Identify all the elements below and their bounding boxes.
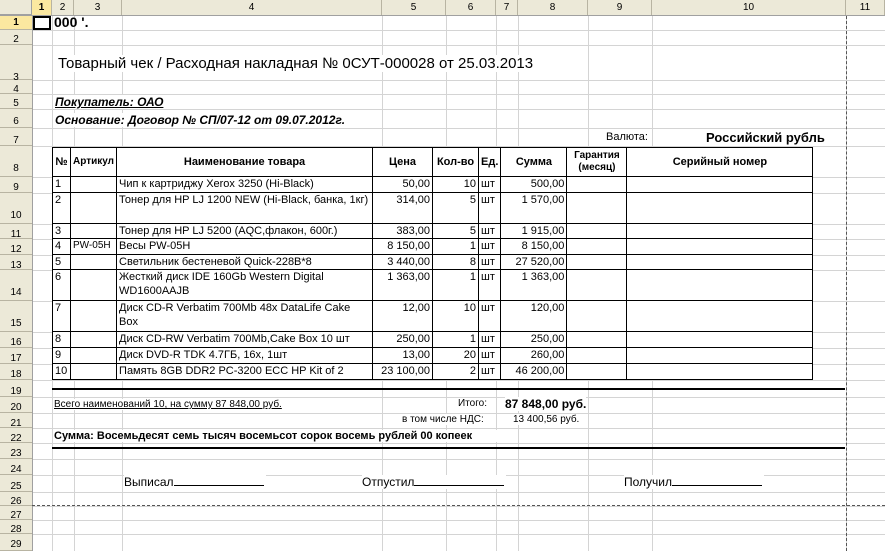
basis-line: Основание: Договор № СП/07-12 от 09.07.2012г. [55,113,346,127]
row-unit: шт [479,193,501,224]
column-header[interactable]: 9 [588,0,652,15]
row-header[interactable]: 12 [0,239,32,255]
row-qty: 8 [433,255,479,270]
page-break-line [32,505,885,506]
row-price: 50,00 [373,177,433,193]
vat-value: 13 400,56 руб. [513,414,580,425]
buyer-line: Покупатель: ОАО [55,95,164,109]
row-warranty [567,270,627,301]
row-header[interactable]: 2 [0,30,32,45]
row-num: 9 [53,348,71,364]
row-unit: шт [479,255,501,270]
row-serial [627,239,813,255]
column-header[interactable]: 6 [446,0,496,15]
separator-line [52,388,845,390]
row-warranty [567,301,627,332]
header-num: № [53,148,71,177]
row-article [71,364,117,380]
row-num: 3 [53,224,71,239]
table-row [53,255,813,270]
row-qty: 1 [433,332,479,348]
separator-line [52,447,845,449]
row-name: Чип к картриджу Xerox 3250 (Hi-Black) [117,177,373,193]
row-header[interactable]: 15 [0,301,32,332]
row-num: 4 [53,239,71,255]
row-article [71,348,117,364]
row-name: Тонер для HP LJ 5200 (AQC,флакон, 600г.) [117,224,373,239]
row-num: 5 [53,255,71,270]
row-header[interactable]: 20 [0,397,32,413]
signature-received [624,475,764,489]
row-article [71,224,117,239]
signature-released-label: Отпустил [362,475,415,489]
vat-label: в том числе НДС: [402,414,484,425]
row-header[interactable]: 26 [0,492,32,506]
currency-label: Валюта: [606,131,648,143]
row-sum: 250,00 [501,332,567,348]
row-serial [627,332,813,348]
header-price: Цена [373,148,433,177]
column-header[interactable]: 8 [518,0,588,15]
row-sum: 260,00 [501,348,567,364]
row-qty: 1 [433,239,479,255]
row-header[interactable]: 5 [0,94,32,109]
row-serial [627,224,813,239]
row-header[interactable]: 9 [0,177,32,193]
table-row [53,364,813,380]
page-title: Товарный чек / Расходная накладная № 0СУТ-000028 от 25.03.2013 [58,55,534,72]
header-unit: Ед. [479,148,501,177]
row-unit: шт [479,364,501,380]
row-qty: 1 [433,270,479,301]
column-header[interactable]: 11 [846,0,885,15]
row-sum: 46 200,00 [501,364,567,380]
table-row [53,193,813,224]
column-header[interactable]: 4 [122,0,382,15]
row-serial [627,177,813,193]
row-price: 1 363,00 [373,270,433,301]
row-qty: 2 [433,364,479,380]
header-serial: Серийный номер [627,148,813,177]
row-header[interactable]: 11 [0,224,32,239]
row-unit: шт [479,348,501,364]
signature-issued-label: Выписал [124,475,174,489]
table-row [53,177,813,193]
table-row [53,301,813,332]
signature-received-line [672,475,762,486]
row-unit: шт [479,239,501,255]
total-value: 87 848,00 руб. [505,397,587,411]
table-row [53,270,813,301]
header-qty: Кол-во [433,148,479,177]
row-unit: шт [479,270,501,301]
row-name: Диск CD-RW Verbatim 700Mb,Cake Box 10 шт [117,332,373,348]
row-header[interactable]: 23 [0,443,32,459]
row-header[interactable]: 10 [0,193,32,224]
row-warranty [567,348,627,364]
row-price: 23 100,00 [373,364,433,380]
row-name: Память 8GB DDR2 PC-3200 ECC HP Kit of 2 [117,364,373,380]
row-qty: 5 [433,193,479,224]
row-qty: 10 [433,177,479,193]
row-num: 10 [53,364,71,380]
row-article [71,193,117,224]
row-article: PW-05H [71,239,117,255]
row-header[interactable]: 29 [0,534,32,551]
select-all-corner[interactable] [0,0,32,15]
header-warranty: Гарантия (месяц) [567,148,627,177]
header-sum: Сумма [501,148,567,177]
row-warranty [567,177,627,193]
row-warranty [567,193,627,224]
cell-a1-value: 000 '. [54,14,89,30]
row-header[interactable]: 1 [0,16,32,30]
row-serial [627,364,813,380]
row-header[interactable]: 24 [0,459,32,475]
column-header-bar [0,0,885,16]
row-price: 314,00 [373,193,433,224]
row-name: Светильник бестеневой Quick-228B*8 [117,255,373,270]
row-sum: 27 520,00 [501,255,567,270]
signature-issued-line [174,475,264,486]
row-header[interactable]: 7 [0,128,32,146]
row-warranty [567,255,627,270]
column-header[interactable]: 5 [382,0,446,15]
row-unit: шт [479,332,501,348]
row-header[interactable]: 18 [0,364,32,380]
row-warranty [567,224,627,239]
row-price: 250,00 [373,332,433,348]
row-serial [627,193,813,224]
row-header[interactable]: 3 [0,45,32,80]
row-header[interactable]: 8 [0,146,32,177]
items-summary: Всего наименований 10, на сумму 87 848,00 руб. [54,399,282,410]
row-qty: 20 [433,348,479,364]
row-header[interactable]: 4 [0,80,32,94]
column-header[interactable]: 3 [74,0,122,15]
row-article [71,177,117,193]
row-qty: 5 [433,224,479,239]
row-num: 8 [53,332,71,348]
row-sum: 1 570,00 [501,193,567,224]
row-sum: 1 363,00 [501,270,567,301]
row-serial [627,301,813,332]
row-serial [627,255,813,270]
row-name: Диск CD-R Verbatim 700Mb 48x DataLife Cake Box [117,301,373,332]
column-header[interactable]: 10 [652,0,846,15]
signature-released [362,475,506,489]
row-article [71,301,117,332]
row-warranty [567,364,627,380]
row-unit: шт [479,301,501,332]
row-unit: шт [479,177,501,193]
table-row [53,332,813,348]
row-price: 3 440,00 [373,255,433,270]
table-row [53,239,813,255]
row-warranty [567,239,627,255]
row-price: 12,00 [373,301,433,332]
header-article: Артикул [71,148,117,177]
table-header-row [53,148,813,177]
row-header[interactable]: 21 [0,413,32,428]
row-header[interactable]: 27 [0,506,32,520]
row-serial [627,270,813,301]
row-price: 8 150,00 [373,239,433,255]
row-warranty [567,332,627,348]
row-header[interactable]: 17 [0,348,32,364]
row-header[interactable]: 13 [0,255,32,270]
amount-in-words: Сумма: Восемьдесят семь тысяч восемьсот сорок восемь рублей 00 копеек [54,430,473,442]
table-row [53,348,813,364]
signature-issued [124,475,266,489]
row-header[interactable]: 19 [0,380,32,397]
row-name: Тонер для HP LJ 1200 NEW (Hi-Black, банка, 1кг) [117,193,373,224]
row-name: Весы PW-05H [117,239,373,255]
row-serial [627,348,813,364]
row-sum: 8 150,00 [501,239,567,255]
row-header[interactable]: 16 [0,332,32,348]
row-header[interactable]: 14 [0,270,32,301]
header-name: Наименование товара [117,148,373,177]
row-header[interactable]: 6 [0,109,32,128]
row-sum: 120,00 [501,301,567,332]
row-price: 13,00 [373,348,433,364]
row-num: 7 [53,301,71,332]
active-cell[interactable] [33,16,51,30]
page-break-line-vertical [846,16,847,551]
currency-value: Российский рубль [706,130,825,145]
column-header[interactable]: 7 [496,0,518,15]
items-table [52,147,813,380]
row-header-bar [0,16,33,551]
row-sum: 500,00 [501,177,567,193]
column-header[interactable]: 1 [32,0,52,15]
row-article [71,270,117,301]
total-label: Итого: [458,398,487,409]
row-num: 6 [53,270,71,301]
row-name: Диск DVD-R TDK 4.7ГБ, 16x, 1шт [117,348,373,364]
signature-released-line [414,475,504,486]
row-unit: шт [479,224,501,239]
row-price: 383,00 [373,224,433,239]
row-header[interactable]: 25 [0,475,32,492]
row-num: 1 [53,177,71,193]
column-header[interactable]: 2 [52,0,74,15]
row-header[interactable]: 28 [0,520,32,534]
row-num: 2 [53,193,71,224]
signature-received-label: Получил [624,475,672,489]
row-header[interactable]: 22 [0,428,32,443]
table-row [53,224,813,239]
row-name: Жесткий диск IDE 160Gb Western Digital WD1600AAJB [117,270,373,301]
row-qty: 10 [433,301,479,332]
row-article [71,332,117,348]
row-sum: 1 915,00 [501,224,567,239]
row-article [71,255,117,270]
